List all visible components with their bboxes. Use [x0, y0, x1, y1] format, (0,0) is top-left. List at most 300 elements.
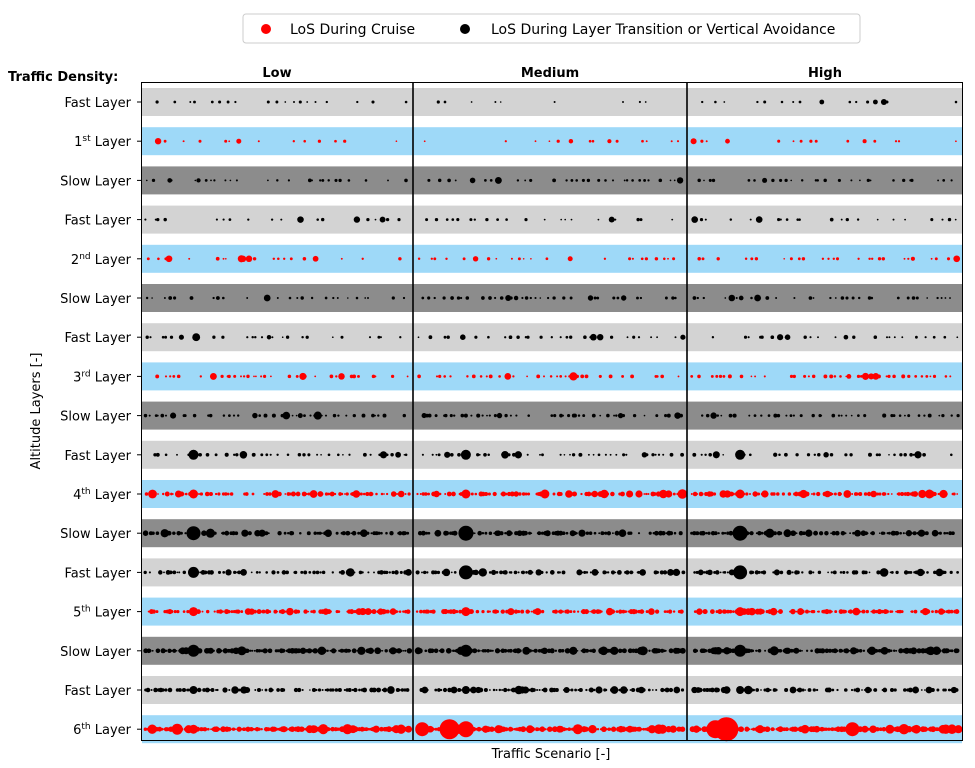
los-point — [951, 531, 955, 535]
los-point — [671, 296, 674, 299]
los-point — [912, 491, 918, 497]
los-point — [777, 414, 781, 418]
los-point — [577, 610, 579, 612]
los-point — [170, 413, 176, 419]
los-point — [347, 297, 349, 299]
los-point — [460, 297, 462, 299]
los-point — [366, 218, 369, 221]
los-point — [703, 609, 708, 614]
los-point — [691, 138, 697, 144]
los-point — [268, 492, 271, 495]
los-point — [306, 101, 308, 103]
los-point — [858, 297, 860, 299]
los-point — [655, 609, 659, 613]
los-point — [321, 218, 324, 221]
los-point — [500, 101, 502, 103]
los-point — [501, 689, 503, 691]
los-point — [362, 414, 366, 418]
los-point — [578, 414, 580, 416]
los-point — [332, 571, 334, 573]
los-point — [386, 453, 389, 456]
los-point — [495, 689, 497, 691]
los-point — [645, 493, 647, 495]
los-point — [619, 529, 627, 537]
los-point — [210, 373, 217, 380]
los-point — [935, 257, 938, 260]
los-point — [878, 257, 881, 260]
los-point — [801, 610, 804, 613]
los-point — [904, 219, 906, 221]
los-point — [562, 570, 566, 574]
los-point — [895, 650, 897, 652]
los-point — [357, 375, 360, 378]
los-point — [681, 570, 685, 574]
los-point — [607, 531, 611, 535]
los-point — [523, 258, 525, 260]
los-point — [147, 257, 150, 260]
los-point — [645, 257, 648, 260]
los-point — [396, 493, 398, 495]
los-point — [877, 374, 881, 378]
los-point — [330, 375, 334, 379]
los-point — [469, 218, 472, 221]
los-point — [846, 571, 849, 574]
los-point — [322, 493, 324, 495]
los-point — [707, 532, 710, 535]
los-point — [240, 451, 248, 459]
los-point — [893, 454, 896, 457]
los-point — [866, 100, 869, 103]
los-point — [529, 649, 532, 652]
los-point — [443, 688, 447, 692]
los-point-large — [189, 725, 198, 734]
los-point — [617, 570, 622, 575]
los-point — [888, 336, 890, 338]
los-point — [220, 649, 223, 652]
los-point — [545, 530, 551, 536]
los-point — [479, 688, 484, 693]
los-point — [732, 610, 735, 613]
los-point — [335, 688, 339, 692]
los-point — [179, 492, 184, 497]
los-point — [146, 336, 149, 339]
y-tick-label: 3rd Layer — [73, 369, 131, 386]
los-point — [922, 453, 926, 457]
los-point — [955, 688, 959, 692]
los-point — [645, 101, 647, 103]
los-point — [385, 532, 388, 535]
los-point — [702, 493, 704, 495]
los-point — [793, 375, 796, 378]
los-point — [565, 609, 569, 613]
los-point — [560, 219, 562, 221]
los-point — [908, 688, 913, 693]
los-point — [600, 610, 602, 612]
los-point — [750, 531, 754, 535]
los-point — [258, 728, 261, 731]
los-point — [903, 688, 907, 692]
los-point — [754, 375, 756, 377]
los-point — [628, 257, 631, 260]
los-point — [598, 453, 601, 456]
los-point — [407, 648, 412, 653]
los-point — [844, 648, 849, 653]
los-point — [338, 373, 345, 380]
los-point — [860, 611, 862, 613]
los-point — [477, 531, 482, 536]
los-point — [944, 689, 947, 692]
los-point — [911, 610, 914, 613]
los-point — [858, 492, 862, 496]
los-point — [405, 569, 412, 576]
panel-title-medium: Medium — [520, 66, 580, 81]
los-point — [176, 572, 178, 574]
los-point — [190, 296, 194, 300]
los-point — [302, 689, 304, 691]
los-point — [760, 414, 762, 416]
los-point — [371, 609, 376, 614]
los-point — [495, 648, 500, 653]
los-point — [403, 650, 405, 652]
los-point — [766, 688, 771, 693]
los-point — [617, 297, 620, 300]
los-point — [451, 572, 453, 574]
los-point — [553, 414, 556, 417]
los-point — [551, 336, 553, 338]
los-point — [566, 532, 569, 535]
los-point — [381, 493, 384, 496]
los-point — [480, 375, 483, 378]
y-tick-label: 1st Layer — [74, 134, 131, 151]
los-point — [733, 414, 737, 418]
los-point — [562, 415, 564, 417]
los-point — [887, 375, 890, 378]
los-point — [177, 375, 181, 379]
los-point — [354, 571, 356, 573]
los-point — [276, 688, 280, 692]
los-point — [715, 570, 719, 574]
los-point — [943, 532, 946, 535]
los-point — [750, 297, 753, 300]
los-point — [611, 686, 619, 694]
los-point — [525, 296, 528, 299]
los-point — [720, 572, 722, 574]
los-point — [692, 453, 696, 457]
los-point-large — [462, 686, 470, 694]
los-point-large — [736, 490, 745, 499]
los-point — [277, 258, 280, 261]
los-point — [714, 101, 717, 104]
los-point — [588, 454, 590, 456]
los-point — [762, 570, 766, 574]
los-point — [586, 571, 589, 574]
los-point — [562, 610, 564, 612]
los-point — [730, 218, 732, 220]
los-point — [144, 571, 147, 574]
los-point — [788, 492, 792, 496]
los-point — [801, 571, 803, 573]
los-point — [335, 650, 337, 652]
los-point — [749, 493, 751, 495]
los-point — [352, 648, 357, 653]
los-point — [348, 688, 352, 692]
los-point — [803, 335, 806, 338]
los-point — [185, 493, 188, 496]
los-point — [636, 218, 639, 221]
los-point — [708, 453, 712, 457]
y-tick-label: Fast Layer — [64, 96, 131, 111]
los-point — [622, 648, 627, 653]
los-point — [680, 727, 685, 732]
los-point — [310, 490, 318, 498]
los-point — [218, 728, 221, 731]
legend-label-transition: LoS During Layer Transition or Vertical Avoidance — [491, 22, 836, 38]
los-point — [476, 414, 480, 418]
los-point — [819, 100, 824, 105]
los-point — [321, 532, 323, 534]
los-point — [868, 688, 872, 692]
los-point — [672, 257, 675, 260]
y-tick-label: 6th Layer — [73, 722, 131, 739]
los-point — [763, 101, 766, 104]
los-point — [296, 297, 298, 299]
los-point — [714, 531, 718, 535]
los-point — [930, 218, 933, 221]
los-point — [277, 571, 280, 574]
los-point — [581, 571, 583, 573]
los-point — [662, 454, 664, 456]
los-point — [921, 570, 925, 574]
los-point — [910, 647, 917, 654]
los-point — [590, 334, 597, 341]
los-point — [892, 179, 895, 182]
los-point — [270, 454, 272, 456]
los-point-large — [415, 722, 429, 736]
los-point — [365, 179, 368, 182]
los-point — [820, 415, 822, 417]
los-point — [598, 219, 600, 221]
los-point — [724, 532, 726, 534]
los-point — [755, 257, 758, 260]
los-point — [156, 100, 159, 103]
los-point — [386, 218, 389, 221]
los-point — [361, 571, 363, 573]
los-point — [444, 493, 446, 495]
los-point — [808, 375, 810, 377]
los-point — [218, 100, 221, 103]
los-point — [890, 650, 893, 653]
los-point — [562, 531, 566, 535]
los-point — [536, 689, 538, 691]
los-point — [790, 609, 795, 614]
los-point — [475, 650, 477, 652]
los-point — [851, 493, 853, 495]
y-tick-label: Slow Layer — [60, 527, 131, 543]
los-point — [417, 375, 421, 379]
los-point — [674, 297, 677, 300]
los-point — [945, 375, 948, 378]
los-point — [518, 492, 521, 495]
los-point — [173, 296, 176, 299]
los-point — [650, 336, 652, 338]
los-point-large — [461, 450, 471, 460]
los-point — [332, 336, 334, 338]
los-point — [886, 375, 888, 377]
los-point — [841, 415, 843, 417]
los-point — [571, 689, 574, 692]
los-point — [764, 650, 766, 652]
los-point — [198, 140, 201, 143]
los-point — [277, 297, 279, 299]
los-point — [202, 611, 204, 613]
los-point — [863, 414, 866, 417]
los-point — [755, 688, 759, 692]
los-point — [955, 649, 960, 654]
los-point — [496, 571, 499, 574]
los-point — [258, 140, 260, 142]
los-point — [931, 688, 935, 692]
los-point — [471, 493, 474, 496]
los-point — [621, 295, 626, 300]
los-point — [758, 571, 761, 574]
los-point — [880, 568, 889, 577]
los-point — [953, 493, 956, 496]
los-point — [374, 375, 376, 377]
los-point — [425, 218, 428, 221]
los-point — [537, 531, 541, 535]
los-point — [741, 728, 743, 730]
los-point — [669, 688, 673, 692]
los-point — [630, 374, 634, 378]
los-point — [437, 100, 440, 103]
los-point — [420, 493, 422, 495]
los-point — [318, 688, 321, 691]
los-point — [438, 375, 441, 378]
los-point — [560, 336, 562, 338]
los-point — [367, 571, 369, 573]
los-point — [561, 649, 564, 652]
los-point — [784, 688, 788, 692]
los-point — [831, 611, 833, 613]
los-point — [846, 218, 849, 221]
los-point — [517, 610, 520, 613]
los-point — [222, 610, 224, 612]
los-point — [400, 650, 403, 653]
los-point — [802, 257, 805, 260]
los-point — [222, 297, 225, 300]
los-point — [778, 609, 783, 614]
los-point — [344, 689, 346, 691]
los-point — [597, 572, 599, 574]
los-point — [626, 689, 628, 691]
y-tick-label: Fast Layer — [64, 213, 131, 229]
los-point — [504, 493, 507, 496]
los-point — [169, 571, 173, 575]
los-point — [200, 492, 203, 495]
los-point — [894, 336, 896, 338]
los-point — [492, 650, 494, 652]
los-point — [311, 179, 313, 181]
los-point — [652, 689, 654, 691]
los-point — [149, 336, 151, 338]
los-point — [484, 492, 488, 496]
los-point — [907, 258, 909, 260]
los-point — [640, 218, 643, 221]
los-point — [613, 611, 615, 613]
los-point — [164, 336, 167, 339]
los-point — [891, 493, 893, 495]
los-point — [641, 257, 644, 260]
los-point — [156, 649, 161, 654]
los-point — [362, 688, 367, 693]
los-point — [766, 493, 768, 495]
los-point — [152, 650, 154, 652]
panel-title-low: Low — [262, 66, 292, 81]
los-point — [174, 532, 176, 534]
los-point — [690, 375, 693, 378]
los-point — [504, 414, 507, 417]
los-point — [647, 493, 649, 495]
los-point — [488, 296, 492, 300]
los-point — [503, 688, 507, 692]
los-point — [213, 532, 216, 535]
los-point — [644, 415, 646, 417]
los-point — [261, 689, 263, 691]
los-point — [703, 571, 705, 573]
los-point — [507, 453, 510, 456]
los-point — [564, 219, 566, 221]
y-tick-label: 4th Layer — [73, 487, 131, 503]
los-point — [801, 179, 803, 181]
los-point — [451, 218, 454, 221]
los-point — [616, 140, 619, 143]
los-point — [332, 297, 334, 299]
los-point — [212, 297, 214, 299]
los-point — [514, 571, 518, 575]
los-point — [817, 453, 821, 457]
los-point — [246, 375, 249, 378]
los-point — [455, 610, 458, 613]
los-point — [711, 375, 714, 378]
los-point — [265, 689, 268, 692]
los-point — [877, 219, 879, 221]
los-point — [335, 375, 337, 377]
los-point — [170, 336, 173, 339]
los-point — [589, 140, 592, 143]
los-point — [271, 336, 273, 338]
los-point — [391, 491, 397, 497]
los-point — [231, 686, 238, 693]
los-point — [914, 610, 918, 614]
los-point — [816, 492, 820, 496]
los-point — [663, 258, 666, 261]
los-point — [669, 531, 673, 535]
los-point — [395, 452, 401, 458]
los-point — [434, 648, 439, 653]
los-point-large — [734, 645, 746, 657]
los-point — [586, 532, 589, 535]
los-point — [555, 688, 559, 692]
los-point — [950, 610, 954, 614]
los-point — [844, 335, 849, 340]
los-point — [656, 375, 659, 378]
los-point — [363, 531, 367, 535]
los-point — [337, 297, 339, 299]
los-point — [790, 257, 793, 260]
los-point — [327, 179, 329, 181]
los-point — [759, 297, 761, 299]
los-point — [670, 453, 674, 457]
